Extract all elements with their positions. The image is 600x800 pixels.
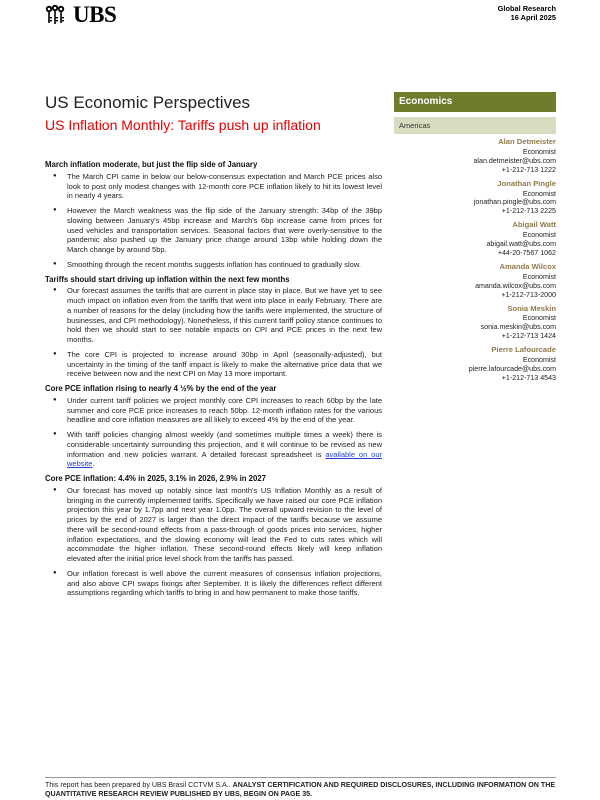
- footer-bold: ANALYST CERTIFICATION AND REQUIRED DISCLOSURES, INCLUDING INFORMATION ON THE QUANTITATIVE RESEARCH REVIEW PUBLISHED BY UBS, BEGIN ON PAGE 35.: [45, 781, 556, 799]
- bullet-item: ● The March CPI came in below our below-consensus expectation and March PCE prices also look to post only modest changes with 12-month core PCE inflation likely to hit its lowest level in nearly 4 years.: [45, 172, 382, 201]
- bullet-item: [45, 430, 382, 469]
- analyst-email[interactable]: amanda.wilcox@ubs.com: [475, 281, 556, 290]
- analyst-card: [394, 221, 556, 258]
- analyst-email[interactable]: sonia.meskin@ubs.com: [480, 323, 556, 332]
- analyst-list: [394, 138, 556, 388]
- header-info: [498, 4, 556, 22]
- bullet-item: ● Our forecast has moved up notably since last month's US Inflation Monthly as a result of bringing in the currently implemented tariffs. Specifically we have raised our core PCE inflation projection this year by 1.7pp and next year 1.0pp. The overall upward revision to the level of prices by the end of 2027 is larger than the direct impact of the tariffs because we assume there will be second-round effects from a pass-through of goods prices into services, higher inflation expectations, and the slowing economy will lead the Fed to cuts rates which will accommodate the higher inflation. These second-round effects likely will keep inflation elevated after the initial price level shock from the tariffs has passed.: [45, 486, 382, 564]
- bullet-text-end: .: [92, 459, 95, 469]
- analyst-name: Sonia Meskin: [507, 303, 556, 313]
- analyst-name: Pierre Lafourcade: [491, 345, 556, 355]
- page-subtitle: US Inflation Monthly: Tariffs push up inflation: [45, 117, 321, 133]
- bullet-item: ● Smoothing through the recent months suggests inflation has continued to gradually slow.: [45, 260, 382, 270]
- analyst-email[interactable]: jonathan.pingle@ubs.com: [473, 198, 556, 207]
- footer-prefix: This report has been prepared by UBS Brasil CCTVM S.A..: [45, 781, 233, 789]
- footer-divider: [45, 777, 556, 778]
- analyst-card: [394, 346, 556, 383]
- analyst-name: Alan Detmeister: [498, 137, 556, 146]
- analyst-title: Economist: [522, 356, 556, 365]
- bullet-item: ● Our inflation forecast is well above the current measures of consensus inflation projections, and also above CPI swaps fixings after September. It is likely the differences reflect different assumptions regarding which tariffs to bring in and how permanent to make those tariffs.: [45, 569, 382, 598]
- section-heading: Core PCE inflation: 4.4% in 2025, 3.1% in 2026, 2.9% in 2027: [45, 474, 267, 483]
- region-bar: Americas: [394, 117, 556, 134]
- analyst-title: Economist: [522, 231, 556, 240]
- analyst-email[interactable]: abigail.watt@ubs.com: [486, 240, 556, 249]
- publication-name: Global Research: [497, 4, 556, 13]
- bullet-item: ● Under current tariff policies we project monthly core CPI increases to reach 60bp by the late summer and core PCE price increases to reach 50bp. 12-month inflation rates for the various headline and core inflation measures are all likely to exceed 4% by the end of the year.: [45, 396, 382, 425]
- analyst-name: Amanda Wilcox: [499, 261, 556, 271]
- category-bar: Economics: [394, 92, 556, 112]
- analyst-name: Jonathan Pingle: [497, 178, 556, 188]
- section-heading: March inflation moderate, but just the flip side of January: [45, 160, 258, 169]
- analyst-name: Abigail Watt: [512, 220, 556, 230]
- bullet-item: ● Our forecast assumes the tariffs that are current in place stay in place. But we have yet to see much impact on inflation even from the tariffs that went into place in early February. There are a number of reasons for the delay (including how the tariffs were implemented, the structure of businesses, and CPI methodology). Nonetheless, if this current tariff policy stance continues to hold then we should start to see notable impacts on CPI and PCE prices in the next few months.: [45, 286, 382, 345]
- analyst-phone: +1-212-713 4543: [501, 373, 556, 382]
- footer-disclosure: [45, 781, 560, 800]
- bullet-list: [45, 286, 382, 379]
- section-heading: Tariffs should start driving up inflation within the next few months: [45, 274, 290, 284]
- publication-date: 16 April 2025: [510, 13, 556, 22]
- logo-text: UBS: [73, 2, 117, 27]
- bullet-item: ● However the March weakness was the flip side of the January strength: 34bp of the 39bp slowing between January's 45bp increase and March's 6bp increase came from prices for used vehicles and transportation services. Seasonal factors that were overly-sensitive to the pandemic also pushed up the January price change around 13bp while holding down the March change by around 5bp.: [45, 206, 382, 255]
- page-title: US Economic Perspectives: [45, 93, 251, 112]
- main-content: [45, 160, 382, 603]
- analyst-title: Economist: [522, 272, 556, 281]
- analyst-phone: +44-20-7567 1062: [497, 248, 556, 257]
- section-heading: Core PCE inflation rising to nearly 4 ½% by the end of the year: [45, 384, 277, 393]
- analyst-phone: +1-212-713 1424: [501, 332, 556, 341]
- analyst-phone: +1-212-713 1222: [501, 165, 556, 174]
- analyst-card: [394, 180, 556, 217]
- analyst-title: Economist: [522, 314, 556, 323]
- ubs-logo: [43, 2, 116, 28]
- analyst-card: [394, 263, 556, 300]
- bullet-list: [45, 172, 382, 270]
- analyst-title: Economist: [522, 189, 556, 198]
- bullet-item: ● The core CPI is projected to increase around 30bp in April (seasonally-adjusted), but uncertainty in the timing of the tariff impact is likely to make the alternative price data that we receive between now and the next CPI on May 13 more important.: [45, 350, 382, 379]
- analyst-phone: +1-212-713-2000: [501, 290, 556, 299]
- analyst-card: [394, 305, 556, 342]
- analyst-phone: +1-212-713 2225: [501, 207, 556, 216]
- website-link[interactable]: available on our website: [67, 449, 382, 469]
- analyst-email[interactable]: alan.detmeister@ubs.com: [473, 156, 556, 165]
- analyst-email[interactable]: pierre.lafourcade@ubs.com: [468, 364, 556, 373]
- bullet-text: With tariff policies changing almost weekly (and sometimes multiple times a week) there is considerable uncertainty surrounding this projection, and it will continue to be revised as new information and new policies warrant. A detailed forecast spreadsheet is: [67, 430, 382, 459]
- bullet-list: [45, 396, 382, 469]
- analyst-title: Economist: [522, 147, 556, 156]
- bullet-list: [45, 486, 382, 598]
- analyst-card: [394, 138, 556, 175]
- keys-icon: [43, 4, 67, 26]
